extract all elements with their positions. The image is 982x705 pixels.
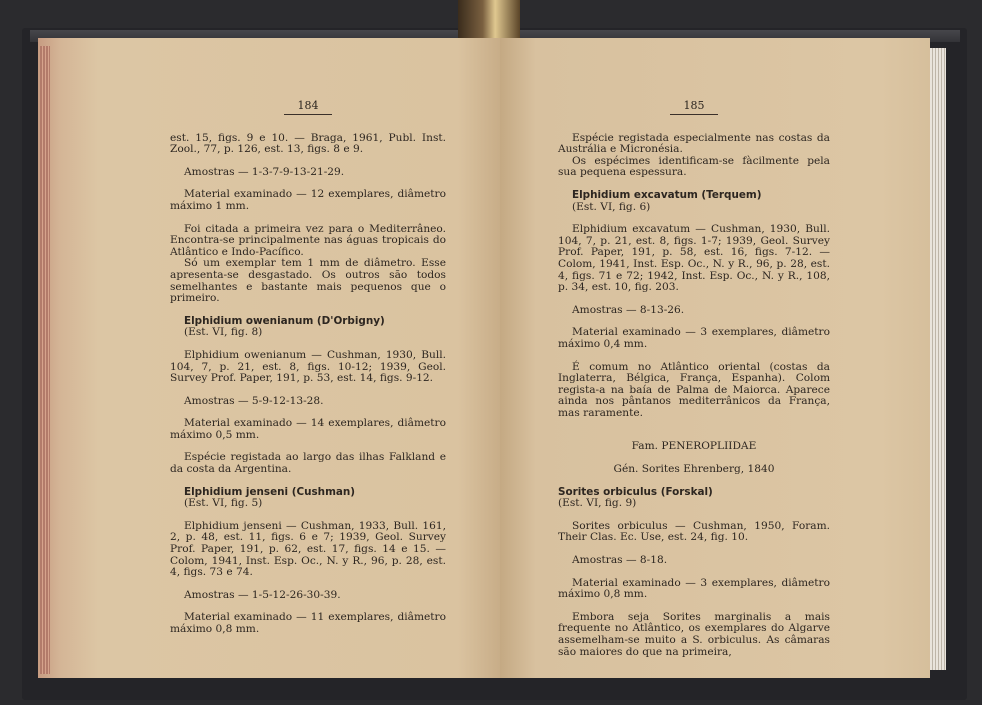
paragraph: Amostras — 1-5-12-26-30-39. xyxy=(184,588,341,601)
paragraph: Amostras — 1-3-7-9-13-21-29. xyxy=(184,165,345,178)
synonymy-paragraph: Elphidium excavatum — Cushman, 1930, Bull. 104, 7, p. 21, est. 8, figs. 1-7; 1939, Geol. Survey Prof. Paper, 191, p. 58, est. 16, figs. 7-12. — Colom, 1941, Inst. Esp. Oc., N. y R., 96, p. 28, est. 4, figs. 71 e 72; 1942, Inst. Esp. Oc., N. y R., 108, p. 34, est. 10, fig. 203. xyxy=(558,223,830,294)
paragraph: Material examinado — 14 exemplares, diâmetro máximo 0,5 mm. xyxy=(170,417,446,441)
paragraph: É comum no Atlântico oriental (costas da Inglaterra, Bélgica, França, Espanha). Colom regista-a na baía de Palma de Maiorca. Aparece ainda nos pântanos mediterrânicos da França, mas raramente. xyxy=(558,360,830,419)
book-spine xyxy=(458,0,520,40)
paragraph: Foi citada a primeira vez para o Mediterrâneo. Encontra-se principalmente nas águas tropicais do Atlântico e Indo-Pacífico. xyxy=(170,222,446,258)
synonymy-paragraph: Sorites orbiculus — Cushman, 1950, Foram. Their Clas. Ec. Use, est. 24, fig. 10. xyxy=(558,519,830,544)
right-page xyxy=(500,38,930,678)
species-heading: Sorites orbiculus (Forskal) xyxy=(558,485,713,498)
paragraph: est. 15, figs. 9 e 10. — Braga, 1961, Publ. Inst. Zool., 77, p. 126, est. 13, figs. 8 e 9. xyxy=(170,131,446,156)
species-heading: Elphidium owenianum (D'Orbigny) xyxy=(184,314,385,327)
figure-reference: (Est. VI, fig. 6) xyxy=(572,200,651,213)
family-heading: Fam. PENEROPLIIDAE xyxy=(631,440,757,453)
paragraph: Espécie registada especialmente nas costas da Austrália e Micronésia. xyxy=(558,131,830,156)
species-heading: Elphidium jenseni (Cushman) xyxy=(184,485,356,498)
page-number: 184 xyxy=(297,99,319,112)
species-heading: Elphidium excavatum (Terquem) xyxy=(572,188,762,201)
paragraph: Amostras — 8-18. xyxy=(572,554,668,567)
figure-reference: (Est. VI, fig. 5) xyxy=(184,497,263,510)
paragraph: Material examinado — 11 exemplares, diâmetro máximo 0,8 mm. xyxy=(170,611,446,635)
figure-reference: (Est. VI, fig. 8) xyxy=(184,326,263,339)
right-page-text xyxy=(558,38,830,658)
synonymy-paragraph: Elphidium owenianum — Cushman, 1930, Bull. 104, 7, p. 21, est. 8, figs. 10-12; 1939, Geol. Survey Prof. Paper, 191, p. 53, est. 14, figs. 9-12. xyxy=(170,348,446,385)
paragraph: Só um exemplar tem 1 mm de diâmetro. Esse apresenta-se desgastado. Os outros são todos semelhantes e bastante mais pequenos que o primeiro. xyxy=(170,257,446,305)
left-page xyxy=(38,38,500,678)
paragraph: Material examinado — 12 exemplares, diâmetro máximo 1 mm. xyxy=(170,188,446,212)
paragraph: Amostras — 8-13-26. xyxy=(572,303,685,316)
figure-reference: (Est. VI, fig. 9) xyxy=(558,497,637,510)
paragraph: Material examinado — 3 exemplares, diâmetro máximo 0,4 mm. xyxy=(558,326,830,350)
paragraph: Embora seja Sorites marginalis a mais frequente no Atlântico, os exemplares do Algarve assemelham-se muito a S. orbiculus. As câmaras são maiores do que na primeira, xyxy=(558,610,830,658)
paragraph: Material examinado — 3 exemplares, diâmetro máximo 0,8 mm. xyxy=(558,576,830,601)
right-page-edge xyxy=(930,48,946,670)
genus-heading: Gén. Sorites Ehrenberg, 1840 xyxy=(613,463,775,476)
paragraph: Espécie registada ao largo das ilhas Falkland e da costa da Argentina. xyxy=(170,451,446,476)
paragraph: Os espécimes identificam-se fàcilmente pela sua pequena espessura. xyxy=(558,154,830,179)
synonymy-paragraph: Elphidium jenseni — Cushman, 1933, Bull. 161, 2, p. 48, est. 11, figs. 6 e 7; 1939, Geol. Survey Prof. Paper, 191, p. 62, est. 17, figs. 14 e 15. — Colom, 1941, Inst. Esp. Oc., N. y R., 96, p. 28, est. 4, figs. 73 e 74. xyxy=(170,519,446,579)
page-number: 185 xyxy=(683,99,705,112)
paragraph: Amostras — 5-9-12-13-28. xyxy=(184,394,324,407)
left-page-edge xyxy=(40,46,50,674)
left-page-text xyxy=(170,38,446,636)
